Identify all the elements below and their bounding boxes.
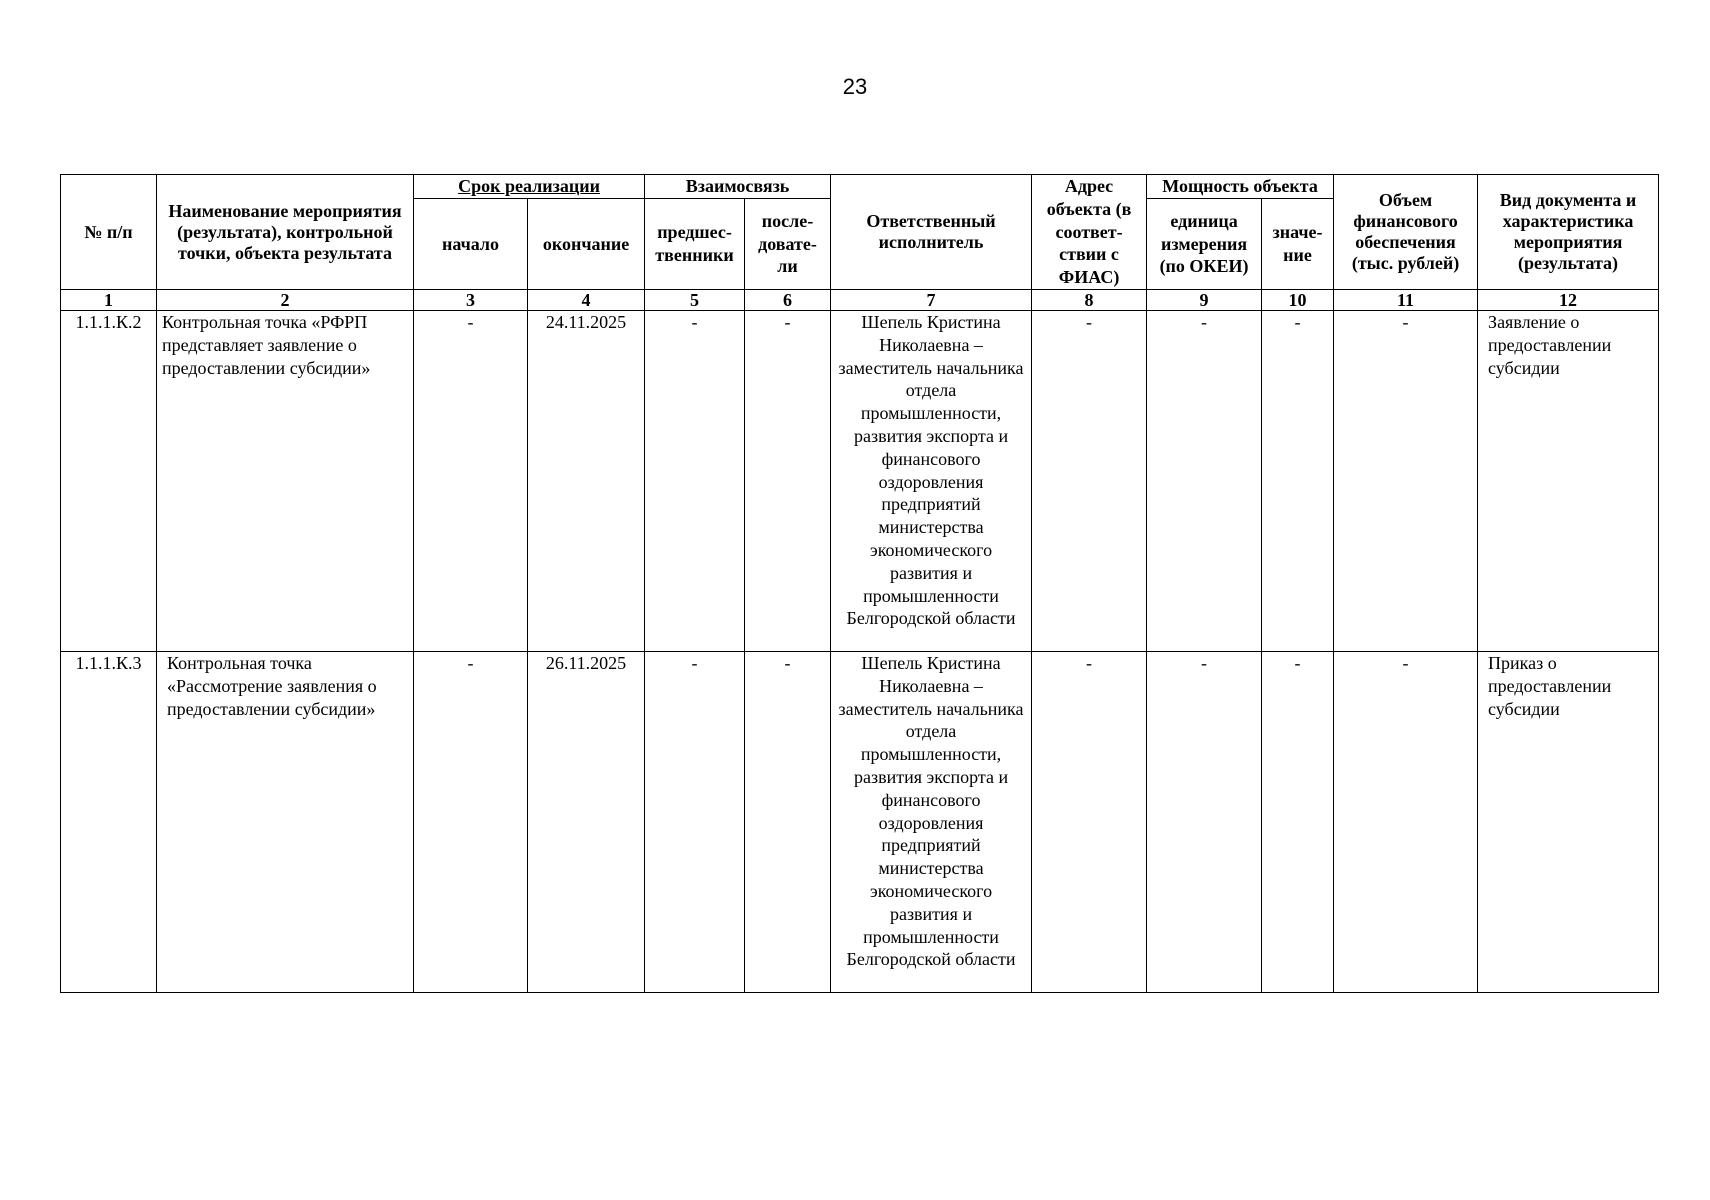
header-end: окончание — [528, 199, 645, 290]
header-document: Вид документа и характеристика мероприятия (результата) — [1478, 175, 1659, 290]
plan-table — [60, 174, 1659, 993]
column-number: 3 — [414, 290, 528, 311]
row-name: Контрольная точка «Рассмотрение заявления о предоставлении субсидии» — [157, 652, 414, 993]
column-number: 6 — [745, 290, 831, 311]
row-number: 1.1.1.К.2 — [61, 311, 157, 652]
row-value: - — [1262, 311, 1334, 652]
column-number: 8 — [1032, 290, 1147, 311]
header-power: Мощность объекта — [1147, 175, 1334, 199]
row-predecessors: - — [645, 652, 745, 993]
row-responsible: Шепель Кристина Николаевна – заместитель начальника отдела промышленности, развития экспорта и финансового оздоровления предприятий министерства экономического развития и промышленности Белгородской области — [831, 652, 1032, 993]
header-value: значе-ние — [1262, 199, 1334, 290]
row-document: Приказ о предоставлении субсидии — [1478, 652, 1659, 993]
row-start: - — [414, 311, 528, 652]
column-number: 5 — [645, 290, 745, 311]
table-row — [61, 311, 1659, 652]
column-number: 4 — [528, 290, 645, 311]
column-number-row — [61, 290, 1659, 311]
header-row-top — [61, 175, 1659, 199]
row-number: 1.1.1.К.3 — [61, 652, 157, 993]
row-address: - — [1032, 652, 1147, 993]
header-unit: единица измерения (по ОКЕИ) — [1147, 199, 1262, 290]
header-num: № п/п — [61, 175, 157, 290]
header-start: начало — [414, 199, 528, 290]
column-number: 9 — [1147, 290, 1262, 311]
column-number: 1 — [61, 290, 157, 311]
row-successors: - — [745, 311, 831, 652]
table-row — [61, 652, 1659, 993]
header-name: Наименование мероприятия (результата), контрольной точки, объекта результата — [157, 175, 414, 290]
header-responsible: Ответственный исполнитель — [831, 175, 1032, 290]
row-start: - — [414, 652, 528, 993]
row-address: - — [1032, 311, 1147, 652]
page-number: 23 — [842, 74, 868, 99]
column-number: 7 — [831, 290, 1032, 311]
row-end: 24.11.2025 — [528, 311, 645, 652]
row-value: - — [1262, 652, 1334, 993]
row-finance: - — [1334, 652, 1478, 993]
row-successors: - — [745, 652, 831, 993]
header-period: Срок реализации — [414, 175, 645, 199]
column-number: 10 — [1262, 290, 1334, 311]
column-number: 12 — [1478, 290, 1659, 311]
row-end: 26.11.2025 — [528, 652, 645, 993]
header-succ: после-довате-ли — [745, 199, 831, 290]
header-link: Взаимосвязь — [645, 175, 831, 199]
column-number: 2 — [157, 290, 414, 311]
column-number: 11 — [1334, 290, 1478, 311]
header-finance: Объем финансового обеспечения (тыс. рублей) — [1334, 175, 1478, 290]
row-unit: - — [1147, 311, 1262, 652]
row-name: Контрольная точка «РФРП представляет заявление о предоставлении субсидии» — [157, 311, 414, 652]
row-predecessors: - — [645, 311, 745, 652]
row-unit: - — [1147, 652, 1262, 993]
header-address: Адрес объекта (в соответ-ствии с ФИАС) — [1032, 175, 1147, 290]
row-responsible: Шепель Кристина Николаевна – заместитель начальника отдела промышленности, развития экспорта и финансового оздоровления предприятий министерства экономического развития и промышленности Белгородской области — [831, 311, 1032, 652]
row-finance: - — [1334, 311, 1478, 652]
row-document: Заявление о предоставлении субсидии — [1478, 311, 1659, 652]
header-pred: предшес-твенники — [645, 199, 745, 290]
